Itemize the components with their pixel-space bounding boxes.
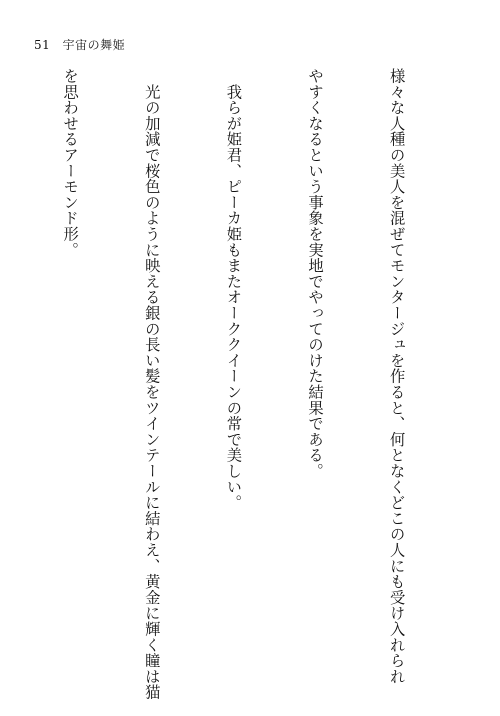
running-title: 宇宙の舞姫 (62, 38, 126, 52)
text-line: 我らが姫君、ピーカ姫もまたオーククイーンの常で美しい。 (224, 68, 243, 511)
text-line: 様々な人種の美人を混ぜてモンタージュを作ると、何となくどこの人にも受け入れられ (387, 68, 406, 685)
page-number: 51 (34, 38, 51, 52)
body-text (0, 68, 464, 700)
text-line (0, 68, 2, 673)
text-line: やすくなるという事象を実地でやってのけた結果である。 (305, 68, 324, 479)
text-line: 光の加減で桜色のように映える銀の長い髪をツインテールに結わえ、黄金に輝く瞳は猫 (142, 68, 161, 700)
page-header (34, 36, 125, 53)
text-line: を思わせるアーモンド形。 (61, 68, 80, 258)
